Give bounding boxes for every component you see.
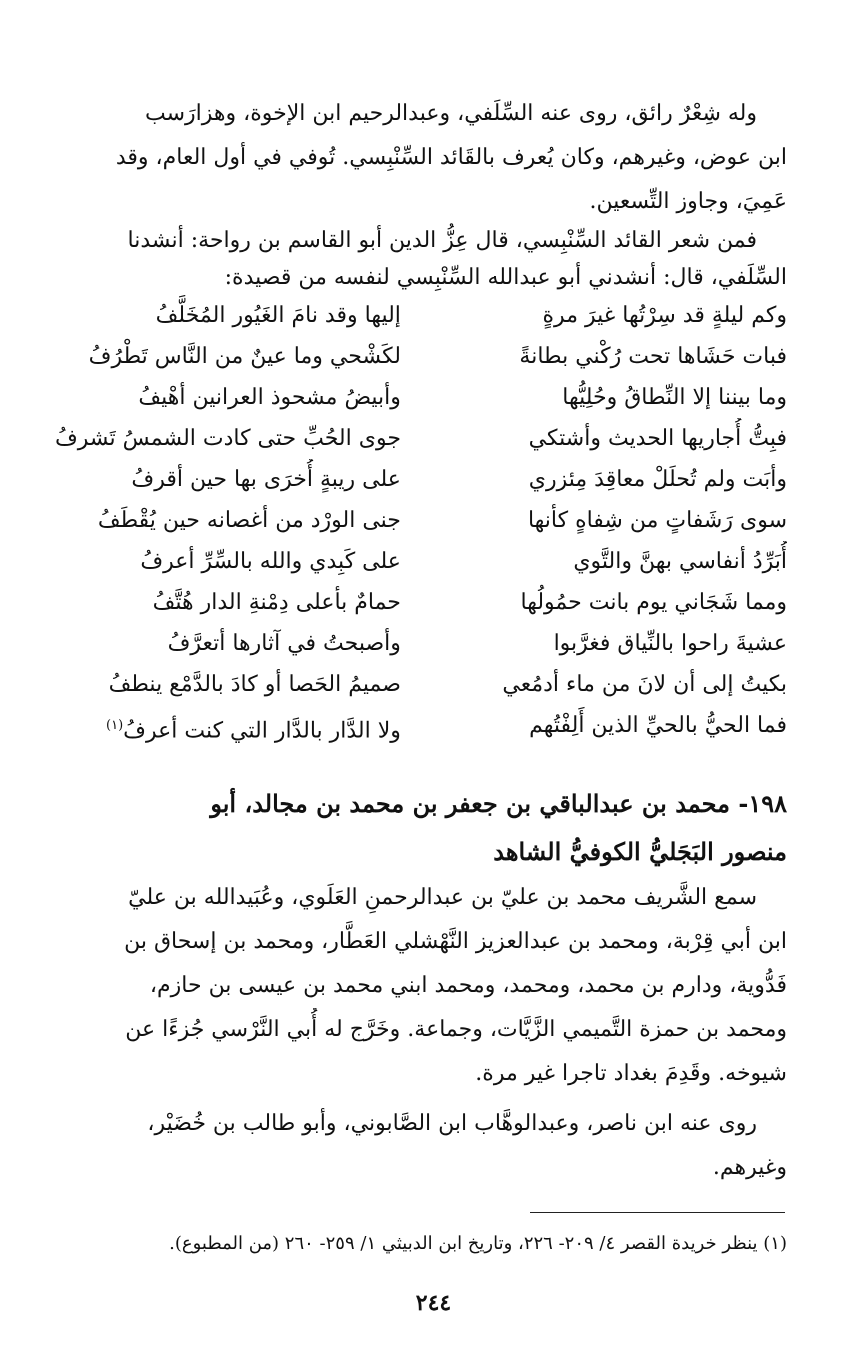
entry-body-paragraph — [30, 876, 787, 1096]
verse-second-hemistich: جنى الورْد من أغصانه حين يُقْطَفُ — [97, 508, 401, 533]
verse-first-hemistich: بكيتُ إلى أن لانَ من ماء أدمُعي — [502, 672, 787, 697]
verse-second-hemistich: لكَشْحي وما عينٌ من النَّاس تَطْرُفُ — [88, 344, 401, 369]
page-number: ٢٤٤ — [415, 1290, 452, 1316]
heading-line: ١٩٨- محمد بن عبدالباقي بن جعفر بن محمد بن مجالد، أبو — [210, 789, 787, 818]
verse-second-hemistich: وأبيضُ مشحوذ العرانين أهْيفُ — [138, 385, 401, 410]
poem-verse — [30, 623, 787, 664]
footnote-divider — [530, 1212, 785, 1213]
footnote-reference: (١) — [106, 718, 124, 733]
text-line: وغيرهم. — [712, 1155, 787, 1180]
verse-first-hemistich: فبِتُّ أُجاريها الحديث وأشتكي — [528, 426, 787, 451]
verse-second-hemistich: حمامٌ بأعلى دِمْنةِ الدار هُتَّفُ — [152, 590, 401, 615]
verse-first-hemistich: وأبَت ولم تُحلَلْ معاقِدَ مِئزري — [528, 467, 787, 492]
verse-second-hemistich: على كَبِدي والله بالسِّرِّ أعرفُ — [140, 549, 401, 574]
verse-second-hemistich: على ريبةٍ أُخرَى بها حين أقرفُ — [131, 467, 401, 492]
text-line: شيوخه. وقَدِمَ بغداد تاجرا غير مرة. — [475, 1061, 787, 1086]
poem-verse — [30, 541, 787, 582]
text-line: فَدُّوية، ودارم بن محمد، ومحمد، ومحمد ابني محمد بن عيسى بن حازم، — [149, 973, 787, 998]
intro-paragraph — [30, 92, 787, 224]
heading-line: منصور البَجَليُّ الكوفيُّ الشاهد — [493, 837, 787, 866]
poem-verse — [30, 664, 787, 705]
entry-narrators-paragraph — [30, 1102, 787, 1190]
verse-first-hemistich: سوى رَشَفاتٍ من شِفاهٍ كأنها — [527, 508, 787, 533]
entry-heading — [30, 780, 787, 876]
poem-verse — [30, 418, 787, 459]
verse-first-hemistich: عشيةَ راحوا بالنِّياق فغرَّبوا — [553, 631, 787, 656]
footnote: (١) ينظر خريدة القصر ٤/ ٢٠٩- ٢٢٦، وتاريخ ابن الدبيثي ١/ ٢٥٩- ٢٦٠ (من المطبوع). — [169, 1233, 787, 1254]
text-line: فمن شعر القائد السِّنْبِسي، قال عِزُّ الدين أبو القاسم بن رواحة: أنشدنا — [127, 228, 757, 253]
poem-intro-paragraph — [30, 222, 787, 296]
verse-first-hemistich: فما الحيُّ بالحيِّ الذين أَلِفْتُهم — [529, 713, 787, 738]
poem-verse — [30, 500, 787, 541]
poem-verse — [30, 377, 787, 418]
text-line: السِّلَفي، قال: أنشدني أبو عبدالله السِّنْبِسي لنفسه من قصيدة: — [224, 265, 787, 290]
poem-verse — [30, 295, 787, 336]
poem — [30, 295, 787, 746]
verse-second-hemistich: وأصبحتُ في آثارها أتعرَّفُ — [167, 631, 401, 656]
poem-verse — [30, 459, 787, 500]
text-line: ابن عوض، وغيرهم، وكان يُعرف بالقَائد السِّنْبِسي. تُوفي في أول العام، وقد — [115, 145, 787, 170]
text-line: سمع الشَّريف محمد بن عليّ بن عبدالرحمنِ العَلَوي، وعُبَيدالله بن عليّ — [128, 885, 757, 910]
verse-first-hemistich: ومما شَجَاني يوم بانت حمُولُها — [520, 590, 787, 615]
verse-second-hemistich — [30, 705, 401, 746]
text-line: عَمِيَ، وجاوز التِّسعين. — [589, 189, 787, 214]
text-line: ابن أبي قِرْبة، ومحمد بن عبدالعزيز النَّهْشلي العَطَّار، ومحمد بن إسحاق بن — [124, 929, 787, 954]
hemistich-text: ولا الدَّار بالدَّار التي كنت أعرفُ — [123, 718, 401, 744]
verse-first-hemistich: فبات حَشَاها تحت رُكْني بطانةً — [519, 344, 787, 369]
poem-verse — [30, 336, 787, 377]
text-line: روى عنه ابن ناصر، وعبدالوهَّاب ابن الصَّابوني، وأبو طالب بن خُضَيْر، — [147, 1111, 757, 1136]
verse-second-hemistich: صميمُ الحَصا أو كادَ بالدَّمْع ينطفُ — [108, 672, 401, 697]
verse-second-hemistich: جوى الحُبِّ حتى كادت الشمسُ تَشرفُ — [54, 426, 401, 451]
verse-first-hemistich: وما بيننا إلا النِّطاقُ وحُلِيُّها — [562, 385, 787, 410]
text-line: ومحمد بن حمزة التَّميمي الزَّيَّات، وجماعة. وخَرَّج له أُبي النَّرْسي جُزءًا عن — [125, 1017, 787, 1042]
verse-first-hemistich: وكم ليلةٍ قد سِرْتُها غيرَ مرةٍ — [542, 303, 787, 328]
poem-verse — [30, 705, 787, 746]
verse-first-hemistich: أُبَرِّدُ أنفاسي بهنَّ والتَّوي — [573, 549, 787, 574]
poem-verse — [30, 582, 787, 623]
text-line: وله شِعْرٌ رائق، روى عنه السِّلَفي، وعبدالرحيم ابن الإخوة، وهزارَسب — [144, 101, 757, 126]
verse-second-hemistich: إليها وقد نامَ الغَيُور المُخَلَّفُ — [155, 303, 401, 328]
